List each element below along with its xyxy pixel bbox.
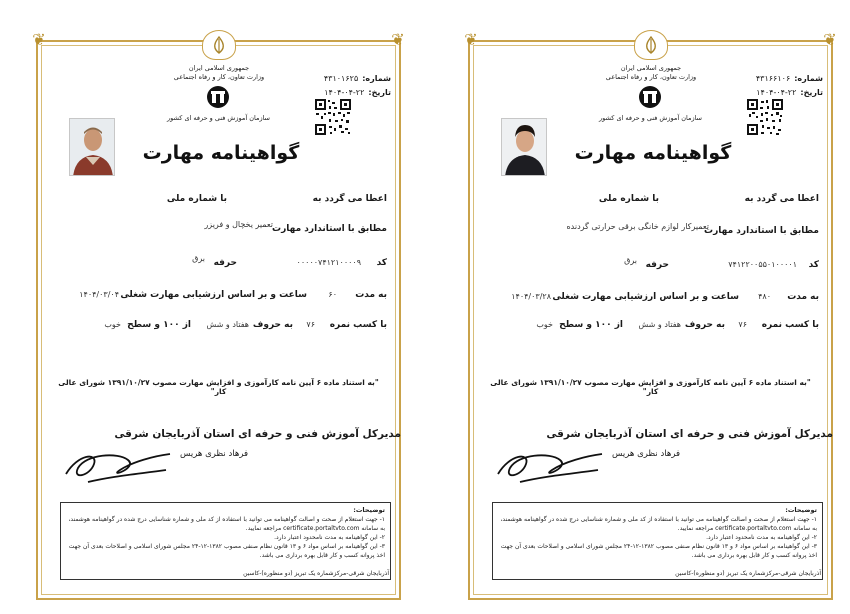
duration-row: به مدت ۴۸۰ ساعت و بر اساس ارزشیابی مهارت شغلی ۱۴۰۴/۰۳/۲۸	[511, 292, 819, 302]
notes-box: توضیحات: ۱- جهت استعلام از صحت و اصالت گواهینامه می توانید با استفاده از کد ملی و شماره شناسایی درج شده در گواهینامه هوشمند، به سامانه certificate.portaltvto.com مراجعه نمایید. ۲- این گواهینامه به مدت نامحدود اعتبار دارد. ۳- این گواهینامه بر اساس مواد ۶ و ۱۳ قانون نظام صنفی مصوب ۱۳۸۲-۱۲-۲۴ مجلس شورای اسلامی و اصلاحات بعدی آن جهت اخذ پروانه کسب و کار قابل بهره برداری می باشد.	[492, 502, 823, 580]
certificate-number: شماره:۴۳۱۰۱۶۲۵ تاریخ:۱۴۰۴-۰۴-۲۲	[323, 74, 391, 97]
holder-photo	[69, 118, 115, 176]
score-row: با کسب نمره ۷۶ به حروف هفتاد و شش از ۱۰۰ و سطح خوب	[536, 320, 819, 330]
legal-reference: "به استناد ماده ۶ آیین نامه کارآموزی و افزایش مهارت مصوب ۱۳۹۱/۱۰/۲۷ شورای عالی کار"	[490, 378, 811, 396]
qr-code-icon	[314, 98, 352, 136]
ornament-icon: ❦	[464, 30, 478, 49]
organization-name: سازمان آموزش فنی و حرفه ای کشور	[166, 114, 271, 122]
ornament-icon: ❦	[391, 30, 405, 49]
code-row: کد ۰۰۰۰۰۷۴۱۲۱۰۰۰۰۹ حرفه برق	[192, 254, 387, 268]
certificate-right	[464, 30, 837, 600]
director-title: مدیرکل آموزش فنی و حرفه ای استان آذربایجان شرقی	[546, 428, 833, 440]
standard-row: مطابق با استاندارد مهارت تعمیرکار لوازم خانگی برقی حرارتی گردنده	[566, 222, 819, 236]
certificate-title: گواهینامه مهارت	[574, 142, 732, 164]
signature-icon	[490, 434, 610, 492]
certificate-left	[32, 30, 405, 600]
footer-issuer: آذربایجان شرقی-مرکزشماره یک تبریز (دو منظوره)-کاسین	[243, 570, 389, 577]
notes-box: توضیحات: ۱- جهت استعلام از صحت و اصالت گواهینامه می توانید با استفاده از کد ملی و شماره شناسایی درج شده در گواهینامه هوشمند، به سامانه certificate.portaltvto.com مراجعه نمایید. ۲- این گواهینامه به مدت نامحدود اعتبار دارد. ۳- این گواهینامه بر اساس مواد ۶ و ۱۳ قانون نظام صنفی مصوب ۱۳۸۲-۱۲-۲۴ مجلس شورای اسلامی و اصلاحات بعدی آن جهت اخذ پروانه کسب و کار قابل بهره برداری می باشد.	[60, 502, 391, 580]
signature-icon	[58, 434, 178, 492]
director-title: مدیرکل آموزش فنی و حرفه ای استان آذربایجان شرقی	[114, 428, 401, 440]
granted-row: اعطا می گردد به با شماره ملی	[598, 194, 819, 204]
duration-row: به مدت ۶۰ ساعت و بر اساس ارزشیابی مهارت شغلی ۱۴۰۴/۰۳/۰۴	[79, 290, 387, 300]
tvto-logo-icon	[634, 85, 666, 109]
certificate-number: شماره:۴۳۱۶۶۱۰۶ تاریخ:۱۴۰۴-۰۴-۲۲	[755, 74, 823, 97]
ornament-icon: ❦	[823, 30, 837, 49]
government-header: جمهوری اسلامی ایران وزارت تعاون، کار و رفاه اجتماعی	[605, 64, 697, 81]
ornament-icon: ❦	[32, 30, 46, 49]
code-row: کد ۷۴۱۲۲۰۰۵۵۰۱۰۰۰۰۱ حرفه برق	[624, 256, 819, 270]
qr-code-icon	[746, 98, 784, 136]
tvto-logo-icon	[202, 85, 234, 109]
holder-photo	[501, 118, 547, 176]
government-header: جمهوری اسلامی ایران وزارت تعاون، کار و رفاه اجتماعی	[173, 64, 265, 81]
director-name: فرهاد نظری هریس	[180, 449, 249, 459]
organization-name: سازمان آموزش فنی و حرفه ای کشور	[598, 114, 703, 122]
emblem-icon	[634, 30, 668, 60]
director-name: فرهاد نظری هریس	[612, 449, 681, 459]
certificate-title: گواهینامه مهارت	[142, 142, 300, 164]
standard-row: مطابق با استاندارد مهارت تعمیر یخچال و فریزر	[204, 220, 387, 234]
legal-reference: "به استناد ماده ۶ آیین نامه کارآموزی و افزایش مهارت مصوب ۱۳۹۱/۱۰/۲۷ شورای عالی کار"	[58, 378, 379, 396]
score-row: با کسب نمره ۷۶ به حروف هفتاد و شش از ۱۰۰ و سطح خوب	[104, 320, 387, 330]
granted-row: اعطا می گردد به با شماره ملی	[166, 194, 387, 204]
footer-issuer: آذربایجان شرقی-مرکزشماره یک تبریز (دو منظوره)-کاسین	[675, 570, 821, 577]
emblem-icon	[202, 30, 236, 60]
